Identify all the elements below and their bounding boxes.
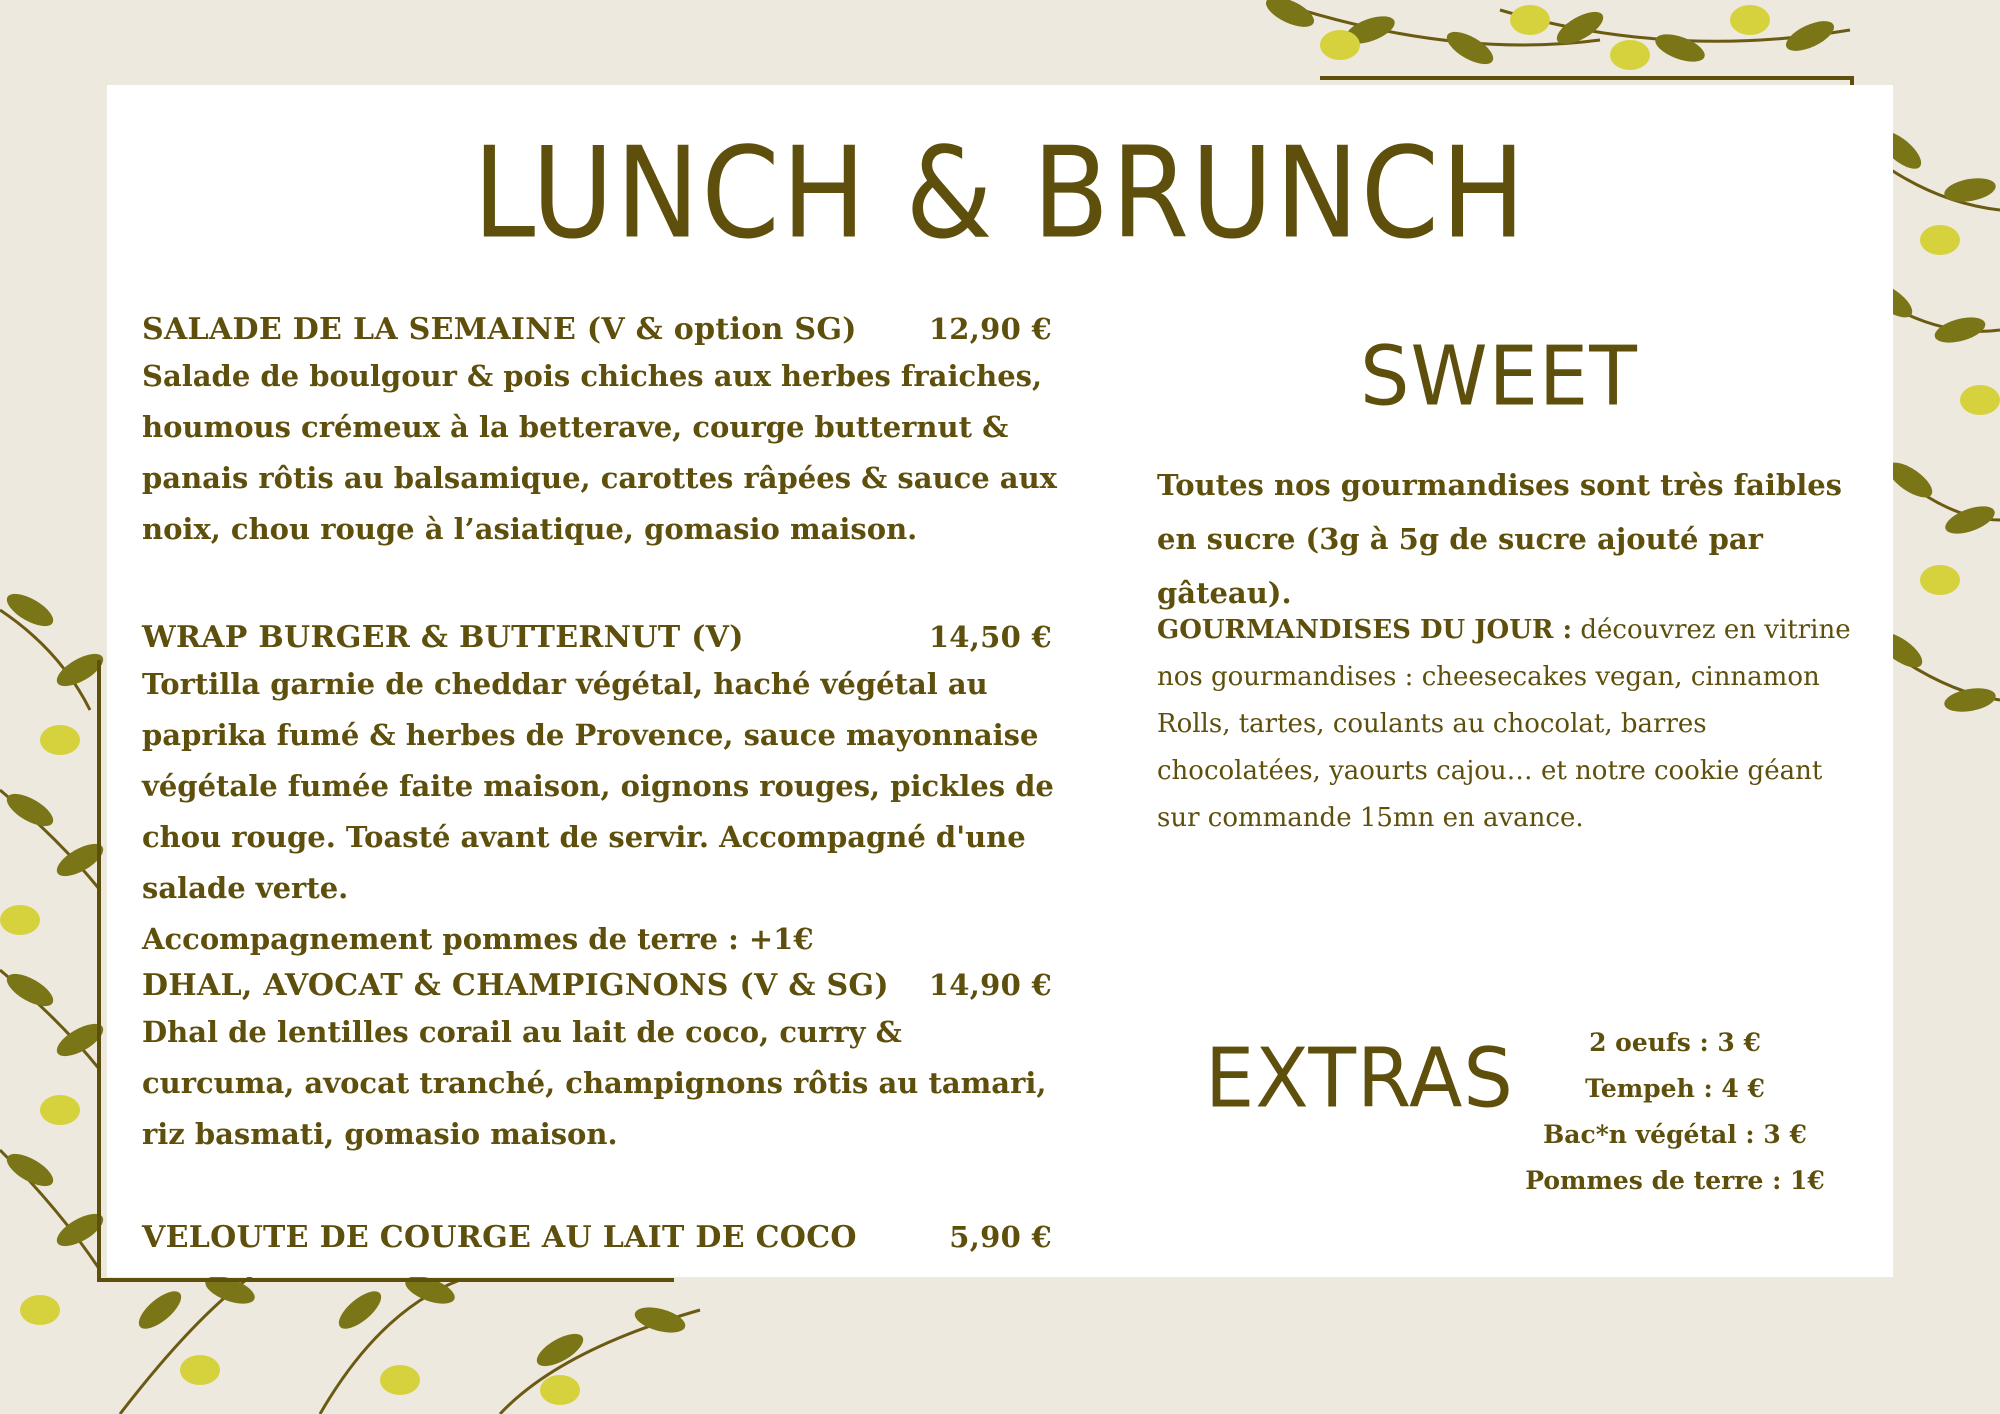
gourmandises-label: GOURMANDISES DU JOUR : [1157, 615, 1573, 645]
menu-item-description: Tortilla garnie de cheddar végétal, haché végétal au paprika fumé & herbes de Provence, sauce mayonnaise végétale fumée faite maison, oignons rouges, pickles de chou rouge. Toasté avant de servir. Accompagné d'une salade verte. [142, 667, 1054, 905]
extras-item: Pommes de terre : 1€ [1525, 1166, 1825, 1195]
menu-item-header [142, 312, 1062, 347]
extras-item: Bac*n végétal : 3 € [1543, 1120, 1807, 1149]
menu-item-header [142, 1220, 1062, 1255]
menu-item-header [142, 968, 1062, 1003]
extras-list [1510, 1020, 1840, 1204]
sweet-intro: Toutes nos gourmandises sont très faibles en sucre (3g à 5g de sucre ajouté par gâteau). [1157, 468, 1842, 610]
menu-item-name: VELOUTE DE COURGE AU LAIT DE COCO [142, 1220, 857, 1255]
menu-item-price: 14,90 € [928, 968, 1052, 1002]
menu-item-name: SALADE DE LA SEMAINE (V & option SG) [142, 312, 857, 347]
gourmandises-text: découvrez en vitrine nos gourmandises : cheesecakes vegan, cinnamon Rolls, tartes, coulants au chocolat, barres chocolatées, yaourts cajou… et notre cookie géant sur commande 15mn en avance. [1157, 615, 1851, 833]
sweet-title: SWEET [1360, 329, 1638, 425]
menu-item-price: 5,90 € [949, 1220, 1052, 1254]
extras-item: 2 oeufs : 3 € [1589, 1028, 1761, 1057]
menu-title: LUNCH & BRUNCH [472, 121, 1528, 267]
menu-item [142, 312, 1062, 555]
menu-item-price: 14,50 € [928, 620, 1052, 654]
menu-item [142, 620, 1062, 965]
extras-item: Tempeh : 4 € [1585, 1074, 1765, 1103]
menu-item-description: Salade de boulgour & pois chiches aux herbes fraiches, houmous crémeux à la betterave, courge butternut & panais rôtis au balsamique, carottes râpées & sauce aux noix, chou rouge à l’asiatique, gomasio maison. [142, 359, 1057, 546]
menu-item [142, 1220, 1062, 1255]
menu-item-price: 12,90 € [928, 312, 1052, 346]
menu-item-name: WRAP BURGER & BUTTERNUT (V) [142, 620, 744, 655]
gourmandises-du-jour [1157, 607, 1857, 842]
menu-item-name: DHAL, AVOCAT & CHAMPIGNONS (V & SG) [142, 968, 889, 1003]
menu-item [142, 968, 1062, 1160]
menu-item-header [142, 620, 1062, 655]
menu-item-description: Dhal de lentilles corail au lait de coco, curry & curcuma, avocat tranché, champignons rôtis au tamari, riz basmati, gomasio maison. [142, 1015, 1047, 1151]
menu-item-extra: Accompagnement pommes de terre : +1€ [142, 922, 814, 956]
extras-title: EXTRAS [1205, 1031, 1514, 1127]
